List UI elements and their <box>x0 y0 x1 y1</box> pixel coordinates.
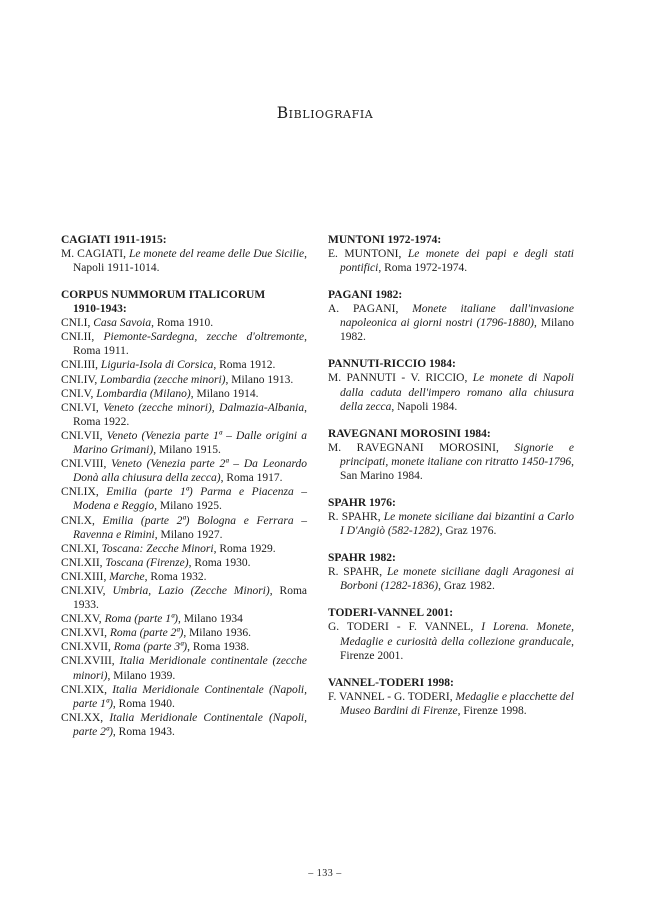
entry-heading <box>328 233 574 247</box>
citation-text: , Roma 1911. <box>73 331 307 358</box>
citation-text: , Milano 1936. <box>183 627 252 640</box>
citation-text: , Roma 1912. <box>213 359 276 372</box>
citation-text: , Roma 1930. <box>188 556 251 569</box>
citation-text: , Firenze 1998. <box>457 704 527 717</box>
citation-title: Lombardia (zecche minori) <box>100 373 226 386</box>
citation-text: CNI.V, <box>61 387 97 400</box>
entry-heading <box>328 427 574 441</box>
entry-heading-text: TODERI-VANNEL 2001: <box>328 607 454 620</box>
citation-title: Emilia (parte 1ª) Parma e Piacenza – Modena e Reggio <box>73 486 307 513</box>
citation-text: CNI.XI, <box>61 542 102 555</box>
bibliography-entry <box>328 427 574 483</box>
entry-heading <box>328 606 574 620</box>
citation-text: CNI.VII, <box>61 429 107 442</box>
citation-text: CNI.I, <box>61 317 94 330</box>
citation-text: , Milano 1914. <box>190 387 259 400</box>
citation-text: , Napoli 1984. <box>391 400 458 413</box>
bibliography-entry <box>328 288 574 344</box>
citation-text: , Roma 1917. <box>220 472 283 485</box>
citation-line <box>61 387 307 401</box>
entry-heading-text: PAGANI 1982: <box>328 289 403 302</box>
citation-text: CNI.XVI, <box>61 627 110 640</box>
citation-text: R. SPAHR, <box>328 511 384 524</box>
citation-line <box>61 429 307 457</box>
citation-line <box>61 358 307 372</box>
citation-text: , Milano 1982. <box>340 317 574 344</box>
citation-text: CNI.II, <box>61 331 104 344</box>
citation-line <box>61 711 307 739</box>
bibliography-entry <box>328 606 574 662</box>
citation-title: Veneto (Venezia parte 2ª – Da Leonardo Donà alla chiusura della zecca) <box>73 458 307 485</box>
citation-title: Toscana (Firenze) <box>105 556 189 569</box>
citation-line <box>61 457 307 485</box>
citation-line <box>328 620 574 662</box>
bibliography-entry <box>328 357 574 413</box>
citation-text: CNI.XIX, <box>61 683 113 696</box>
citation-text: , San Marino 1984. <box>340 455 574 482</box>
citation-line <box>328 510 574 538</box>
bibliography-entry <box>328 233 574 275</box>
citation-title: Veneto (zecche minori), Dalmazia-Albania <box>103 401 305 414</box>
citation-line <box>61 570 307 584</box>
citation-line <box>61 542 307 556</box>
citation-line <box>61 514 307 542</box>
citation-title: Roma (parte 2ª) <box>109 627 184 640</box>
citation-line <box>328 371 574 413</box>
citation-line <box>61 556 307 570</box>
citation-line <box>328 690 574 718</box>
citation-title: Le monete siciliane dagli Aragonesi ai Borboni (1282-1836) <box>340 566 575 593</box>
citation-title: Roma (parte 3ª) <box>113 641 188 654</box>
citation-text: M. PANNUTI - V. RICCIO, <box>328 372 473 385</box>
entry-heading-text: RAVEGNANI MOROSINI 1984: <box>328 427 491 440</box>
citation-text: , Milano 1915. <box>153 444 221 457</box>
citation-text: , Roma 1929. <box>213 542 276 555</box>
citation-title: Italia Meridionale Continentale (Napoli, parte 1ª) <box>73 683 307 710</box>
citation-title: Piemonte-Sardegna, zecche d'oltremonte <box>103 331 305 344</box>
citation-title: Umbria, Lazio (Zecche Minori) <box>112 584 270 597</box>
citation-text: M. RAVEGNANI MOROSINI, <box>328 441 515 454</box>
citation-text: , Roma 1922. <box>73 401 307 428</box>
citation-line <box>61 316 307 330</box>
citation-title: Medaglie e placchette del Museo Bardini di Firenze <box>340 690 574 717</box>
citation-title: I Lorena. Monete, Medaglie e curiosità della collezione granducale <box>340 621 574 648</box>
citation-text: CNI.IX, <box>61 486 107 499</box>
citation-text: CNI.XVII, <box>61 641 114 654</box>
citation-line <box>61 485 307 513</box>
bibliography-left-column <box>61 233 307 752</box>
citation-line <box>61 373 307 387</box>
citation-text: , Milano 1927. <box>154 528 223 541</box>
citation-text: CNI.VIII, <box>61 458 112 471</box>
citation-title: Liguria-Isola di Corsica <box>100 359 214 372</box>
entry-heading-text: SPAHR 1982: <box>328 552 396 565</box>
entry-heading <box>328 288 574 302</box>
citation-line <box>328 247 574 275</box>
citation-text: , Roma 1972-1974. <box>378 262 468 275</box>
entry-heading <box>328 357 574 371</box>
citation-text: CNI.X, <box>61 514 103 527</box>
citation-line <box>61 330 307 358</box>
bibliography-entry <box>328 676 574 718</box>
citation-title: Monete italiane dall'invasione napoleonica ai giorni nostri (1796-1880) <box>340 303 574 330</box>
citation-title: Lombardia (Milano) <box>96 387 191 400</box>
citation-line <box>61 626 307 640</box>
citation-text: , Roma 1932. <box>144 570 207 583</box>
citation-text: , Milano 1925. <box>154 500 222 513</box>
citation-title: Veneto (Venezia parte 1ª – Dalle origini a Marino Grimani) <box>73 429 307 457</box>
citation-text: CNI.XV, <box>61 613 105 626</box>
entry-heading-continuation: 1910-1943: <box>73 303 127 316</box>
citation-text: , Roma 1933. <box>73 584 307 612</box>
citation-title: Italia Meridionale continentale (zecche minori) <box>73 655 307 682</box>
citation-text: , Milano 1939. <box>107 669 176 682</box>
citation-title: Le monete del reame delle Due Sicilie <box>128 248 305 260</box>
citation-text: , Roma 1938. <box>187 641 250 654</box>
citation-text: CNI.XII, <box>61 556 106 569</box>
citation-title: Roma (parte 1ª) <box>104 613 178 626</box>
bibliography-entry <box>328 496 574 538</box>
citation-text: , Roma 1910. <box>151 317 214 330</box>
citation-title: Marche <box>109 570 145 583</box>
citation-line <box>61 683 307 711</box>
citation-text: , Roma 1943. <box>112 725 175 738</box>
citation-text: , Roma 1940. <box>112 697 175 710</box>
citation-text: CNI.XIV, <box>61 584 113 597</box>
citation-line <box>61 612 307 626</box>
citation-text: G. TODERI - F. VANNEL, <box>328 621 482 634</box>
citation-text: CNI.III, <box>61 359 101 372</box>
citation-text: R. SPAHR, <box>328 566 387 579</box>
citation-line <box>328 302 574 344</box>
citation-title: Casa Savoia <box>93 317 152 330</box>
citation-line <box>61 654 307 682</box>
entry-heading-text: CAGIATI 1911-1915: <box>61 234 167 246</box>
citation-title: Toscana: Zecche Minori <box>101 542 214 555</box>
entry-heading-text: CORPUS NUMMORUM ITALICORUM <box>61 289 266 302</box>
citation-text: A. PAGANI, <box>328 303 413 316</box>
citation-line <box>61 247 307 275</box>
citation-text: , Milano 1934 <box>178 613 243 626</box>
page-number: – 133 – <box>308 868 342 879</box>
citation-title: Le monete dei papi e degli stati pontifici <box>340 248 574 275</box>
citation-line <box>328 441 574 483</box>
citation-line <box>328 565 574 593</box>
entry-heading <box>61 288 307 316</box>
citation-line <box>61 401 307 429</box>
bibliography-entry <box>328 551 574 593</box>
citation-text: M. CAGIATI, <box>61 248 129 260</box>
citation-text: , Milano 1913. <box>225 373 294 386</box>
citation-text: CNI.IV, <box>61 373 101 386</box>
citation-text: , Napoli 1911-1014. <box>73 248 307 275</box>
entry-heading <box>328 496 574 510</box>
citation-text: CNI.XIII, <box>61 570 110 583</box>
citation-title: Le monete di Napoli dalla caduta dell'impero romano alla chiusura della zecca <box>340 372 574 413</box>
citation-text: CNI.VI, <box>61 401 104 414</box>
entry-heading-text: PANNUTI-RICCIO 1984: <box>328 358 456 371</box>
entry-heading-text: VANNEL-TODERI 1998: <box>328 676 454 689</box>
entry-heading-text: MUNTONI 1972-1974: <box>328 234 442 246</box>
page-title: Bibliografia <box>276 104 374 122</box>
citation-line <box>61 640 307 654</box>
citation-title: Emilia (parte 2ª) Bologna e Ferrara – Ravenna e Rimini <box>73 514 307 541</box>
citation-text: E. MUNTONI, <box>328 248 408 260</box>
entry-heading <box>61 233 307 247</box>
bibliography-entry <box>61 233 307 275</box>
citation-text: F. VANNEL - G. TODERI, <box>328 690 456 703</box>
citation-text: , Firenze 2001. <box>340 635 574 662</box>
citation-line <box>61 584 307 612</box>
entry-heading <box>328 551 574 565</box>
citation-text: CNI.XX, <box>61 711 110 724</box>
bibliography-entry <box>61 288 307 739</box>
citation-text: , Graz 1976. <box>439 525 497 538</box>
citation-text: , Graz 1982. <box>438 580 495 593</box>
bibliography-right-column <box>328 233 574 731</box>
entry-heading <box>328 676 574 690</box>
citation-title: Italia Meridionale Continentale (Napoli, parte 2ª) <box>73 711 307 738</box>
citation-title: Signorie e principati, monete italiane con ritratto 1450-1796 <box>340 441 574 468</box>
citation-title: Le monete siciliane dai bizantini a Carlo I D'Angiò (582-1282) <box>340 511 575 538</box>
entry-heading-text: SPAHR 1976: <box>328 497 396 510</box>
citation-text: CNI.XVIII, <box>61 655 120 668</box>
